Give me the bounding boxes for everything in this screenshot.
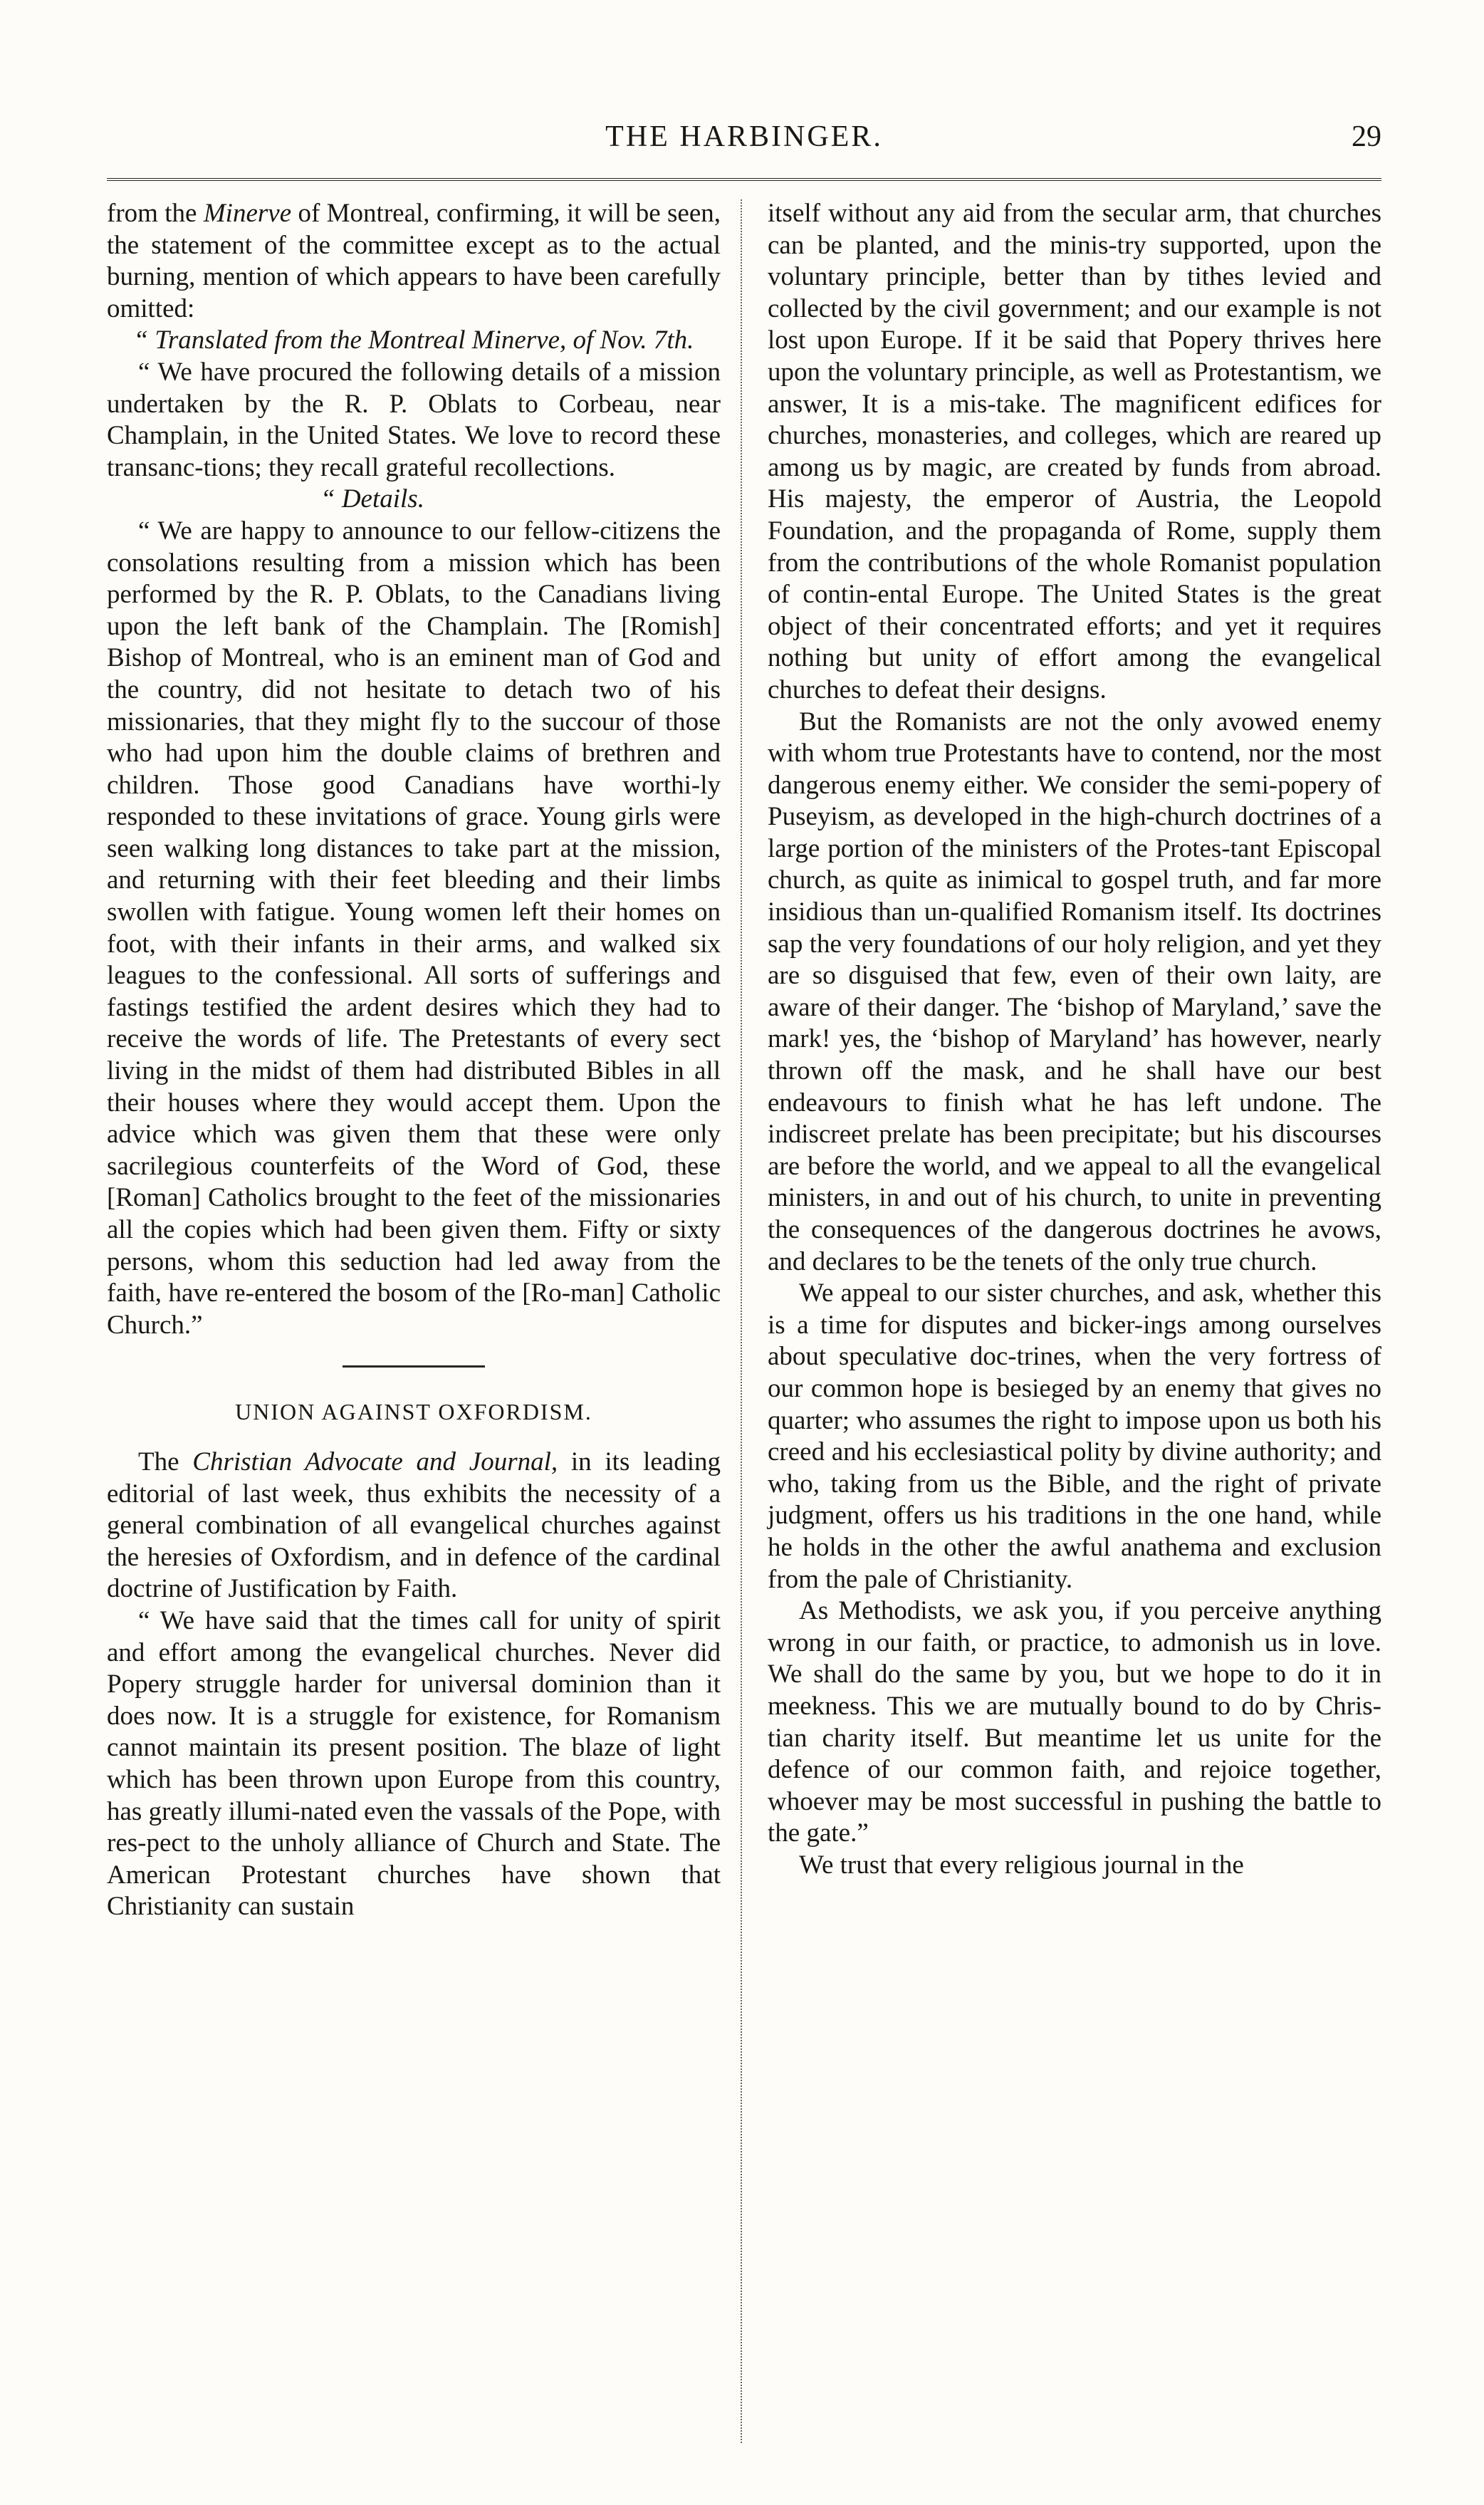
paragraph: We trust that every religious journal in the [799, 1850, 1244, 1880]
details-heading: “ Details. [320, 484, 424, 514]
left-column [107, 198, 721, 1923]
paragraph: As Methodists, we ask you, if you perceive anything wrong in our faith, or practice, to admonish us in love. We shall do the same by you, but we hope to do it in meekness. This we are mutually bound to do by Chris-tian charity itself. But meantime let us unite for the defence of our common faith, and rejoice together, whoever may be most successful in pushing the battle to the gate.” [768, 1596, 1381, 1848]
paragraph: The Christian Advocate and Journal, in its leading editorial of last week, thus exhibits the necessity of a general combination of all evangelical churches against the heresies of Oxfordism, and in defence of the cardinal doctrine of Justification by Faith. [107, 1447, 721, 1604]
header-rule [107, 178, 1381, 181]
section-title: UNION AGAINST OXFORDISM. [235, 1399, 592, 1425]
paragraph: We appeal to our sister churches, and ask, whether this is a time for disputes and bicker-ings among ourselves about speculative doc-trines, when the very fortress of our common hope is besieged by an enemy that gives no quarter; who assumes the right to impose upon us both his creed and his ecclesiastical polity by divine authority; and who, taking from us the Bible, and the right of private judgment, offers us his traditions in the one hand, while he holds in the other the awful anathema and exclusion from the pale of Christianity. [768, 1278, 1381, 1594]
paragraph: But the Romanists are not the only avowed enemy with whom true Protestants have to contend, nor the most dangerous enemy either. We consider the semi-popery of Puseyism, as developed in the high-church doctrines of a large portion of the ministers of the Protes-tant Episcopal church, as quite as inimical to gospel truth, and far more insidious than un-qualified Romanism itself. Its doctrines sap the very foundations of our holy religion, and yet they are so disguised that few, even of their own laity, are aware of their danger. The ‘bishop of Maryland,’ save the mark! yes, the ‘bishop of Maryland’ has however, nearly thrown off the mask, and he shall have our best endeavours to finish what he has left undone. The indiscreet prelate has been precipitate; but his discourses are before the world, and we appeal to all the evangelical ministers, in and out of his church, to unite in preventing the consequences of the dangerous doctrines he avows, and declares to be the tenets of the only true church. [768, 707, 1381, 1276]
paragraph: “ We have procured the following details of a mission undertaken by the R. P. Oblats to Corbeau, near Champlain, in the United States. We love to record these transanc-tions; they recall grateful recollections. [107, 357, 721, 482]
column-divider [741, 199, 742, 2443]
right-column [768, 198, 1381, 1881]
page-number: 29 [1352, 120, 1381, 153]
paragraph: from the Minerve of Montreal, confirming, it will be seen, the statement of the committee except as to the actual burning, mention of which appears to have been carefully omitted: [107, 199, 721, 323]
paragraph: “ We are happy to announce to our fellow-citizens the consolations resulting from a mission which has been performed by the R. P. Oblats, to the Canadians living upon the left bank of the Champlain. The [Romish] Bishop of Montreal, who is an eminent man of God and the country, did not hesitate to detach two of his missionaries, that they might fly to the succour of those who had upon him the double claims of brethren and children. Those good Canadians have worthi-ly responded to these invitations of grace. Young girls were seen walking long distances to take part at the mission, and returning with their feet bleeding and their limbs swollen with fatigue. Young women left their homes on foot, with their infants in their arms, and walked six leagues to the confessional. All sorts of sufferings and fastings testified the ardent desires which they had to receive the words of life. The Pretestants of every sect living in the midst of them had distributed Bibles in all their houses where they would accept them. Upon the advice which was given them that these were only sacrilegious counterfeits of the Word of God, these [Roman] Catholics brought to the feet of the missionaries all the copies which had been given them. Fifty or sixty persons, whom this seduction had led away from the faith, have re-entered the bosom of the [Ro-man] Catholic Church.” [107, 516, 721, 1340]
section-rule [343, 1365, 485, 1368]
running-title: THE HARBINGER. [605, 120, 883, 153]
page-header [107, 120, 1381, 162]
translated-heading: “ Translated from the Montreal Minerve, of Nov. 7th. [133, 326, 694, 355]
paragraph: itself without any aid from the secular arm, that churches can be planted, and the minis-try supported, upon the voluntary principle, better than by tithes levied and collected by the civil government; and our example is not lost upon Europe. If it be said that Popery thrives here upon the voluntary principle, as well as Protestantism, we answer, It is a mis-take. The magnificent edifices for churches, monasteries, and colleges, which are reared up among us by magic, are created by funds from abroad. His majesty, the emperor of Austria, the Leopold Foundation, and the propaganda of Rome, supply them from the contributions of the whole Romanist population of contin-ental Europe. The United States is the great object of their concentrated efforts; and yet it requires nothing but unity of effort among the evangelical churches to defeat their designs. [768, 199, 1381, 704]
paragraph: “ We have said that the times call for unity of spirit and effort among the evangelical churches. Never did Popery struggle harder for universal dominion than it does now. It is a struggle for existence, for Romanism cannot maintain its present position. The blaze of light which has been thrown upon Europe from this country, has greatly illumi-nated even the vassals of the Pope, with res-pect to the unholy alliance of Church and State. The American Protestant churches have shown that Christianity can sustain [107, 1605, 721, 1922]
